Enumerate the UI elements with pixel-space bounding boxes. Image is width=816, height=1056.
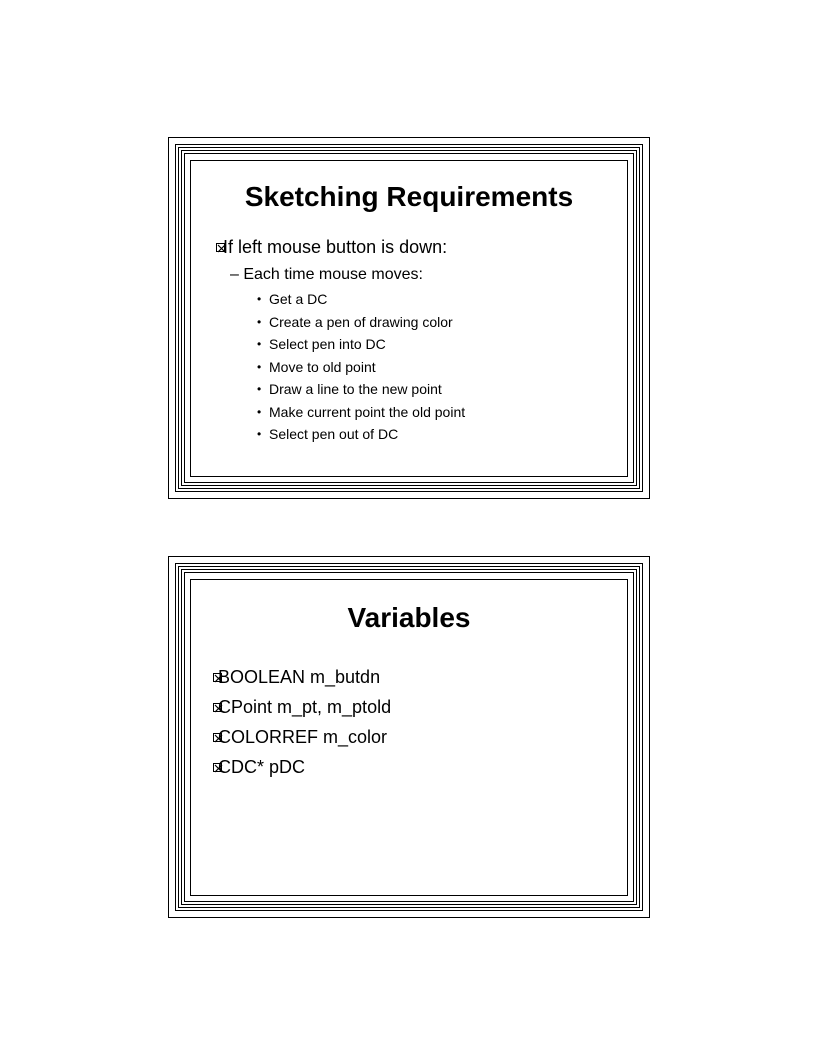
step-item: Create a pen of drawing color — [269, 313, 453, 330]
slide-variables — [168, 556, 650, 918]
step-bullet-dot: • — [257, 359, 262, 374]
step-item: Select pen into DC — [269, 336, 386, 352]
step-bullet-dot: • — [257, 337, 262, 351]
step-bullet-dot: • — [257, 292, 262, 306]
slide-sketching-requirements — [168, 137, 650, 499]
step-bullet-dot: • — [257, 404, 262, 419]
variable-item: CDC* pDC — [218, 757, 306, 777]
variable-item: COLORREF m_color — [218, 727, 388, 747]
step-item: Move to old point — [269, 358, 376, 375]
bullet-text: If left mouse button is down: — [223, 237, 448, 257]
step-bullet-dot: • — [257, 427, 262, 441]
slide-title: Variables — [347, 602, 471, 633]
step-item: Select pen out of DC — [269, 426, 399, 442]
slide-title: Sketching Requirements — [244, 181, 574, 212]
step-item: Get a DC — [269, 291, 328, 307]
step-item: Draw a line to the new point — [269, 381, 442, 397]
sub-bullet-text: – Each time mouse moves: — [230, 266, 423, 283]
step-item: Make current point the old point — [269, 403, 466, 420]
step-bullet-dot: • — [257, 382, 262, 396]
variable-item: CPoint m_pt, m_ptold — [218, 697, 392, 717]
variable-item: BOOLEAN m_butdn — [218, 667, 381, 687]
step-bullet-dot: • — [257, 314, 262, 329]
